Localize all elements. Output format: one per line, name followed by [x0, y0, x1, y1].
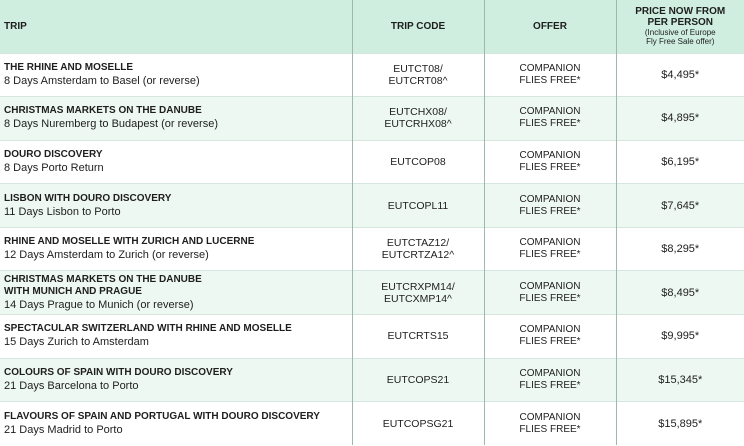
- price: $9,995*: [616, 315, 744, 359]
- trip-cell: [0, 53, 352, 97]
- trip-cell: [0, 271, 352, 315]
- trip-description: 11 Days Lisbon to Porto: [4, 205, 121, 218]
- header-offer: OFFER: [484, 0, 616, 53]
- trip-name: COLOURS OF SPAIN WITH DOURO DISCOVERY: [4, 366, 233, 378]
- header-trip-code: TRIP CODE: [352, 0, 484, 53]
- trip-description: 8 Days Amsterdam to Basel (or reverse): [4, 74, 200, 87]
- price: $4,495*: [616, 53, 744, 97]
- header-price: [616, 0, 744, 53]
- trip-cell: [0, 140, 352, 184]
- trip-code: EUTCTAZ12/ EUTCRTZA12^: [352, 227, 484, 271]
- trip-cell: [0, 227, 352, 271]
- offer: COMPANION FLIES FREE*: [484, 358, 616, 402]
- table-row: [0, 140, 744, 184]
- trip-description: 21 Days Barcelona to Porto: [4, 379, 139, 392]
- price: $8,495*: [616, 271, 744, 315]
- trip-name: SPECTACULAR SWITZERLAND WITH RHINE AND MOSELLE: [4, 323, 292, 335]
- trip-description: 12 Days Amsterdam to Zurich (or reverse): [4, 249, 209, 262]
- trip-name: DOURO DISCOVERY: [4, 148, 103, 160]
- header-price-main: PRICE NOW FROM PER PERSON: [635, 6, 726, 29]
- trip-code: EUTCRXPM14/ EUTCXMP14^: [352, 271, 484, 315]
- trip-code: EUTCOPL11: [352, 184, 484, 228]
- header-trip: TRIP: [0, 0, 352, 53]
- price: $8,295*: [616, 227, 744, 271]
- trip-cell: [0, 402, 352, 446]
- header-price-note: (Inclusive of Europe Fly Free Sale offer): [644, 28, 716, 47]
- table-row: [0, 97, 744, 141]
- price: $7,645*: [616, 184, 744, 228]
- trip-code: EUTCOPSG21: [352, 402, 484, 446]
- trip-name: FLAVOURS OF SPAIN AND PORTUGAL WITH DOURO DISCOVERY: [4, 410, 320, 422]
- trip-cell: [0, 358, 352, 402]
- trip-description: 15 Days Zurich to Amsterdam: [4, 336, 149, 349]
- trip-code: EUTCHX08/ EUTCRHX08^: [352, 97, 484, 141]
- trip-cell: [0, 97, 352, 141]
- table-row: [0, 358, 744, 402]
- table-header-row: [0, 0, 744, 53]
- trip-description: 8 Days Nuremberg to Budapest (or reverse): [4, 118, 218, 131]
- offer: COMPANION FLIES FREE*: [484, 184, 616, 228]
- price: $15,895*: [616, 402, 744, 446]
- price: $4,895*: [616, 97, 744, 141]
- trip-name: CHRISTMAS MARKETS ON THE DANUBE WITH MUNICH AND PRAGUE: [4, 273, 202, 297]
- trip-description: 14 Days Prague to Munich (or reverse): [4, 298, 194, 311]
- table-row: [0, 271, 744, 315]
- table-row: [0, 227, 744, 271]
- offer: COMPANION FLIES FREE*: [484, 271, 616, 315]
- offer: COMPANION FLIES FREE*: [484, 402, 616, 446]
- price: $6,195*: [616, 140, 744, 184]
- trip-name: LISBON WITH DOURO DISCOVERY: [4, 192, 172, 204]
- offer: COMPANION FLIES FREE*: [484, 140, 616, 184]
- trip-cell: [0, 315, 352, 359]
- trip-cell: [0, 184, 352, 228]
- trip-description: 21 Days Madrid to Porto: [4, 423, 123, 436]
- trip-code: EUTCOPS21: [352, 358, 484, 402]
- price: $15,345*: [616, 358, 744, 402]
- trip-name: CHRISTMAS MARKETS ON THE DANUBE: [4, 105, 202, 117]
- trip-name: THE RHINE AND MOSELLE: [4, 61, 134, 73]
- offer: COMPANION FLIES FREE*: [484, 53, 616, 97]
- trip-code: EUTCRTS15: [352, 315, 484, 359]
- table-row: [0, 53, 744, 97]
- offer: COMPANION FLIES FREE*: [484, 97, 616, 141]
- trip-name: RHINE AND MOSELLE WITH ZURICH AND LUCERNE: [4, 236, 255, 248]
- trip-description: 8 Days Porto Return: [4, 161, 104, 174]
- table-row: [0, 315, 744, 359]
- table-row: [0, 184, 744, 228]
- trip-code: EUTCOP08: [352, 140, 484, 184]
- offer: COMPANION FLIES FREE*: [484, 315, 616, 359]
- offer: COMPANION FLIES FREE*: [484, 227, 616, 271]
- table-row: [0, 402, 744, 446]
- trip-code: EUTCT08/ EUTCRT08^: [352, 53, 484, 97]
